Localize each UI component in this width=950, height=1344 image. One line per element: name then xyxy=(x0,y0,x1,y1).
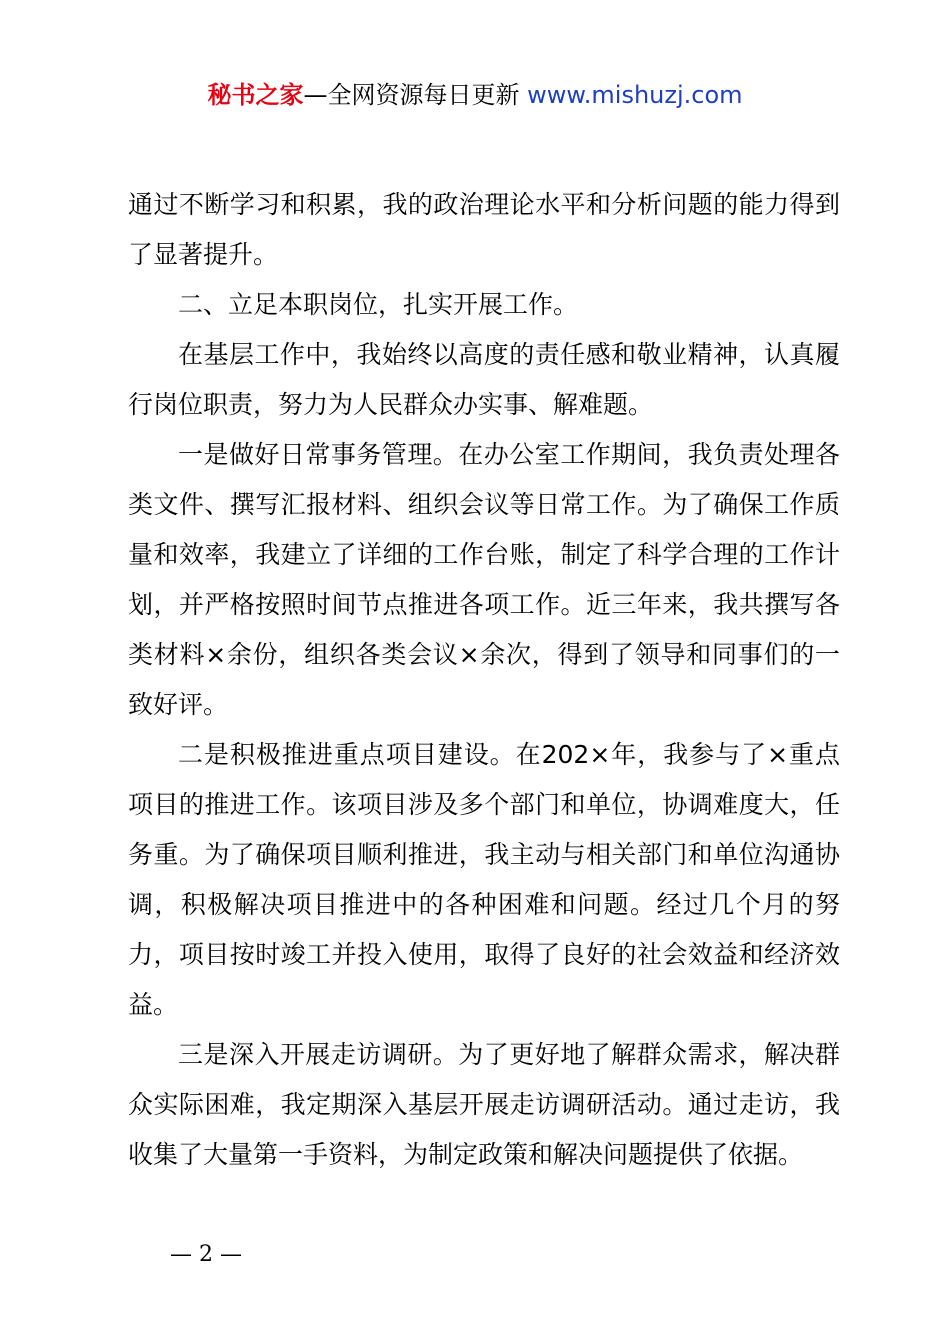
section-heading: 二、立足本职岗位，扎实开展工作。 xyxy=(178,290,579,319)
page-number: — 2 — xyxy=(170,1242,242,1267)
paragraph: 二是积极推进重点项目建设。在202×年，我参与了×重点项目的推进工作。该项目涉及多个部门和单位，协调难度大，任务重。为了确保项目顺利推进，我主动与相关部门和单位沟通协调，积极解决项目推进中的各种困难和问题。经过几个月的努力，项目按时竣工并投入使用，取得了良好的社会效益和经济效益。 xyxy=(128,740,840,1019)
header-slogan: —全网资源每日更新 xyxy=(303,81,528,109)
paragraph: 一是做好日常事务管理。在办公室工作期间，我负责处理各类文件、撰写汇报材料、组织会议等日常工作。为了确保工作质量和效率，我建立了详细的工作台账，制定了科学合理的工作计划，并严格按照时间节点推进各项工作。近三年来，我共撰写各类材料×余份，组织各类会议×余次，得到了领导和同事们的一致好评。 xyxy=(128,440,840,719)
brand-name: 秘书之家 xyxy=(207,81,304,109)
paragraph: 在基层工作中，我始终以高度的责任感和敬业精神，认真履行岗位职责，努力为人民群众办实事、解难题。 xyxy=(128,340,840,419)
site-url-link[interactable]: www.mishuzj.com xyxy=(527,81,743,109)
paragraph: 三是深入开展走访调研。为了更好地了解群众需求，解决群众实际困难，我定期深入基层开展走访调研活动。通过走访，我收集了大量第一手资料，为制定政策和解决问题提供了依据。 xyxy=(128,1040,840,1169)
site-header xyxy=(0,78,950,112)
document-body xyxy=(128,180,840,1180)
paragraph-continuation: 通过不断学习和积累，我的政治理论水平和分析问题的能力得到了显著提升。 xyxy=(128,190,840,269)
